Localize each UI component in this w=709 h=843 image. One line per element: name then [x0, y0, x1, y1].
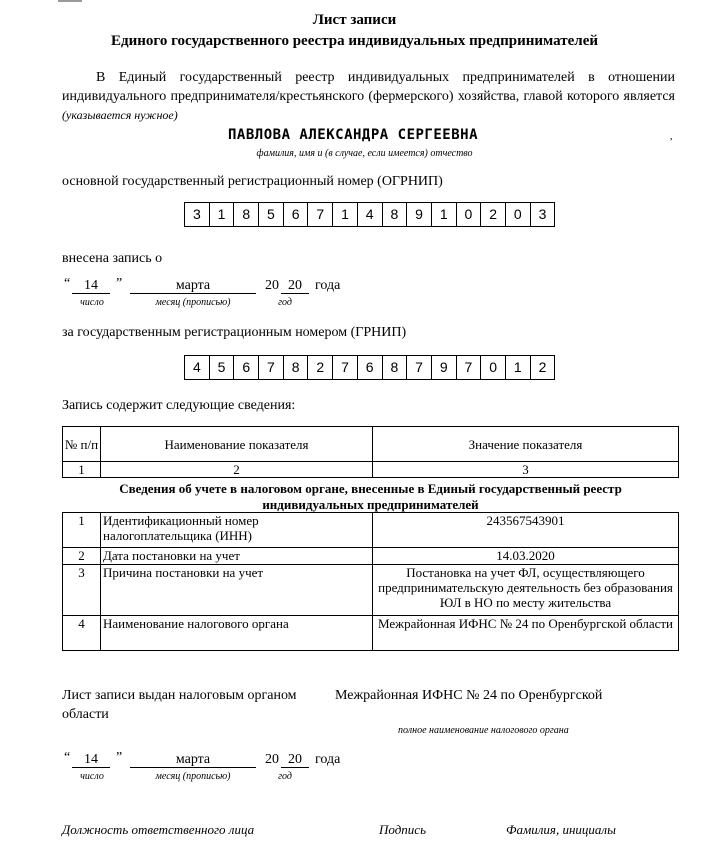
entry-month-underline — [130, 293, 256, 294]
grnip-digit: 7 — [407, 355, 432, 380]
page-top-edge — [0, 0, 709, 3]
full-name-label: Фамилия, инициалы — [506, 822, 616, 837]
ogrnip-digit: 2 — [481, 202, 506, 227]
row-number: 1 — [63, 513, 101, 548]
issue-quote-open: “ — [64, 750, 71, 765]
row-value: 243567543901 — [373, 513, 679, 548]
table-row — [63, 565, 679, 616]
signature-label: Подпись — [379, 822, 426, 837]
grnip-digit: 7 — [259, 355, 284, 380]
issue-year-underline — [281, 767, 309, 768]
entry-day-underline — [72, 293, 110, 294]
entry-quote-open: “ — [64, 276, 71, 291]
intro-paragraph — [62, 68, 675, 125]
grnip-digit: 2 — [308, 355, 333, 380]
entry-day-caption: число — [80, 297, 104, 308]
col-number-header: № п/п — [63, 427, 101, 462]
intro-text: В Единый государственный реестр индивидуальных предпринимателей в отношении индивидуального предпринимателя/крестьянского (фермерского) хозяйства, главой которого является — [62, 70, 675, 104]
row-name: Идентификационный номер налогоплательщика (ИНН) — [101, 513, 373, 548]
data-table — [62, 512, 679, 651]
authority-caption: полное наименование налогового органа — [398, 725, 569, 736]
issued-authority-line1: Межрайонная ИФНС № 24 по Оренбургской — [335, 688, 603, 703]
table-row — [63, 616, 679, 651]
row-name: Наименование налогового органа — [101, 616, 373, 651]
ogrnip-digit: 8 — [234, 202, 259, 227]
name-comma: , — [670, 131, 673, 142]
grnip-digit: 1 — [506, 355, 531, 380]
issue-month-caption: месяц (прописью) — [155, 771, 231, 782]
issue-day: 14 — [84, 752, 98, 767]
entry-year-caption: год — [278, 297, 292, 308]
document-title: Лист записи — [312, 12, 397, 28]
grnip-digit: 8 — [383, 355, 408, 380]
ogrnip-digit: 7 — [308, 202, 333, 227]
grnip-digit-grid — [184, 355, 555, 380]
grnip-digit: 9 — [432, 355, 457, 380]
entry-label: внесена запись о — [62, 251, 163, 266]
entry-year-suffix: 20 — [288, 278, 302, 293]
issue-year-caption: год — [278, 771, 292, 782]
issued-authority-line2: области — [62, 707, 109, 722]
ogrnip-digit: 9 — [407, 202, 432, 227]
row-number: 4 — [63, 616, 101, 651]
row-value: Межрайонная ИФНС № 24 по Оренбургской области — [373, 616, 679, 651]
ogrnip-digit: 5 — [259, 202, 284, 227]
ogrnip-digit: 3 — [531, 202, 556, 227]
row-value: 14.03.2020 — [373, 548, 679, 565]
issue-quote-close: ” — [116, 750, 123, 765]
grnip-digit: 8 — [284, 355, 309, 380]
issue-day-underline — [72, 767, 110, 768]
ogrnip-digit-grid — [184, 202, 555, 227]
col-value-header: Значение показателя — [373, 427, 679, 462]
entry-month-caption: месяц (прописью) — [155, 297, 231, 308]
position-label: Должность ответственного лица — [62, 822, 255, 837]
ogrnip-digit: 1 — [210, 202, 235, 227]
row-number: 3 — [63, 565, 101, 616]
grnip-digit: 6 — [234, 355, 259, 380]
ogrnip-digit: 3 — [185, 202, 210, 227]
entry-day: 14 — [84, 278, 98, 293]
col-index-2: 2 — [101, 462, 373, 478]
name-caption: фамилия, имя и (в случае, если имеется) отчество — [256, 148, 473, 159]
issue-year-prefix: 20 — [265, 752, 279, 767]
entry-year-underline — [281, 293, 309, 294]
row-number: 2 — [63, 548, 101, 565]
entry-quote-close: ” — [116, 276, 123, 291]
grnip-digit: 7 — [333, 355, 358, 380]
row-name: Причина постановки на учет — [101, 565, 373, 616]
document-subtitle: Единого государственного реестра индивидуальных предпринимателей — [111, 33, 598, 49]
ogrnip-label: основной государственный регистрационный номер (ОГРНИП) — [62, 174, 443, 189]
table-row — [63, 548, 679, 565]
ogrnip-digit: 4 — [358, 202, 383, 227]
ogrnip-digit: 1 — [333, 202, 358, 227]
row-name: Дата постановки на учет — [101, 548, 373, 565]
grnip-digit: 6 — [358, 355, 383, 380]
table-row — [63, 513, 679, 548]
grnip-digit: 0 — [481, 355, 506, 380]
issue-year-word: года — [315, 752, 341, 767]
grnip-digit: 5 — [210, 355, 235, 380]
ogrnip-digit: 0 — [506, 202, 531, 227]
entrepreneur-name: ПАВЛОВА АЛЕКСАНДРА СЕРГЕЕВНА — [228, 127, 479, 143]
ogrnip-digit: 6 — [284, 202, 309, 227]
col-index-1: 1 — [63, 462, 101, 478]
ogrnip-digit: 1 — [432, 202, 457, 227]
col-index-3: 3 — [373, 462, 679, 478]
ogrnip-digit: 8 — [383, 202, 408, 227]
issue-month-underline — [130, 767, 256, 768]
issue-month: марта — [175, 752, 211, 767]
issue-day-caption: число — [80, 771, 104, 782]
entry-year-word: года — [315, 278, 341, 293]
grnip-digit: 4 — [185, 355, 210, 380]
header-table — [62, 426, 679, 478]
grnip-label: за государственным регистрационным номером (ГРНИП) — [62, 325, 407, 340]
contents-label: Запись содержит следующие сведения: — [62, 398, 296, 413]
grnip-digit: 2 — [531, 355, 556, 380]
col-name-header: Наименование показателя — [101, 427, 373, 462]
section-heading: Сведения об учете в налоговом органе, внесенные в Единый государственный реестр индивидуальных предпринимателей — [119, 481, 622, 512]
row-value: Постановка на учет ФЛ, осуществляющего предпринимательскую деятельность без образования ЮЛ в НО по месту жительства — [373, 565, 679, 616]
issued-label: Лист записи выдан налоговым органом — [62, 688, 297, 703]
grnip-digit: 7 — [457, 355, 482, 380]
intro-hint: (указывается нужное) — [62, 108, 178, 122]
ogrnip-digit: 0 — [457, 202, 482, 227]
page-top-mark — [58, 0, 82, 2]
entry-month: марта — [175, 278, 211, 293]
entry-year-prefix: 20 — [265, 278, 279, 293]
issue-year-suffix: 20 — [288, 752, 302, 767]
